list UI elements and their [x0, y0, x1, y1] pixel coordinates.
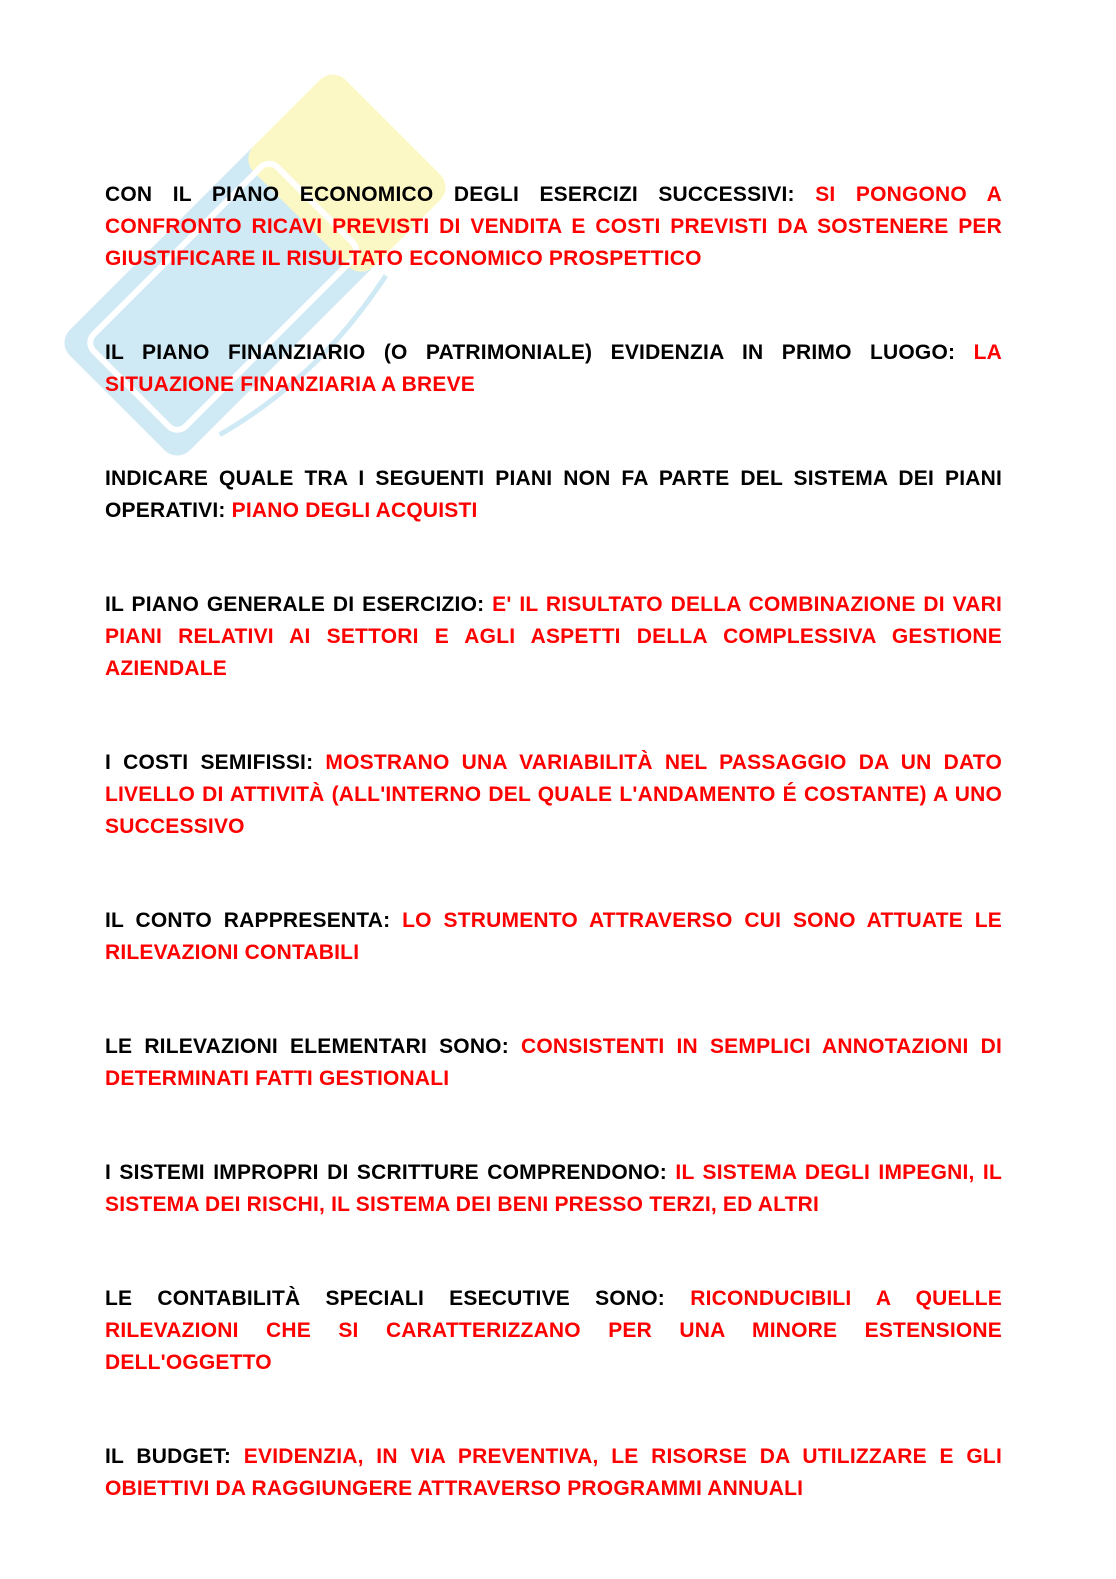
qa-item-8 [105, 1157, 1002, 1221]
qa-item-6 [105, 905, 1002, 969]
qa-item-2 [105, 337, 1002, 401]
qa-item-1 [105, 179, 1002, 275]
qa-item-9 [105, 1283, 1002, 1379]
answer-text: E' IL RISULTATO DELLA COMBINAZIONE DI VARI PIANI RELATIVI AI SETTORI E AGLI ASPETTI DELLA COMPLESSIVA GESTIONE AZIENDALE [105, 593, 1002, 680]
question-text: I SISTEMI IMPROPRI DI SCRITTURE COMPRENDONO: [105, 1161, 667, 1184]
question-text: IL CONTO RAPPRESENTA: [105, 909, 391, 932]
answer-text: IL SISTEMA DEGLI IMPEGNI, IL SISTEMA DEI RISCHI, IL SISTEMA DEI BENI PRESSO TERZI, ED ALTRI [105, 1161, 1002, 1216]
question-text: INDICARE QUALE TRA I SEGUENTI PIANI NON FA PARTE DEL SISTEMA DEI PIANI OPERATIVI: [105, 467, 1002, 522]
answer-text: LO STRUMENTO ATTRAVERSO CUI SONO ATTUATE LE RILEVAZIONI CONTABILI [105, 909, 1002, 964]
answer-text: PIANO DEGLI ACQUISTI [231, 499, 478, 522]
qa-item-3 [105, 463, 1002, 527]
answer-text: CONSISTENTI IN SEMPLICI ANNOTAZIONI DI DETERMINATI FATTI GESTIONALI [105, 1035, 1002, 1090]
question-text: LE CONTABILITÀ SPECIALI ESECUTIVE SONO: [105, 1287, 666, 1310]
answer-text: EVIDENZIA, IN VIA PREVENTIVA, LE RISORSE DA UTILIZZARE E GLI OBIETTIVI DA RAGGIUNGERE ATTRAVERSO PROGRAMMI ANNUALI [105, 1445, 1002, 1500]
question-text: IL PIANO FINANZIARIO (O PATRIMONIALE) EVIDENZIA IN PRIMO LUOGO: [105, 341, 956, 364]
answer-text: SI PONGONO A CONFRONTO RICAVI PREVISTI DI VENDITA E COSTI PREVISTI DA SOSTENERE PER GIUSTIFICARE IL RISULTATO ECONOMICO PROSPETTICO [105, 183, 1002, 270]
answer-text: RICONDUCIBILI A QUELLE RILEVAZIONI CHE SI CARATTERIZZANO PER UNA MINORE ESTENSIONE DELL'OGGETTO [105, 1287, 1002, 1374]
qa-item-7 [105, 1031, 1002, 1095]
question-text: CON IL PIANO ECONOMICO DEGLI ESERCIZI SUCCESSIVI: [105, 183, 795, 206]
question-text: IL PIANO GENERALE DI ESERCIZIO: [105, 593, 485, 616]
question-text: IL BUDGET: [105, 1445, 232, 1468]
answer-text: LA SITUAZIONE FINANZIARIA A BREVE [105, 341, 1002, 396]
qa-item-4 [105, 589, 1002, 685]
answer-text: MOSTRANO UNA VARIABILITÀ NEL PASSAGGIO DA UN DATO LIVELLO DI ATTIVITÀ (ALL'INTERNO DEL QUALE L'ANDAMENTO É COSTANTE) A UNO SUCCESSIVO [105, 751, 1002, 838]
qa-item-10 [105, 1441, 1002, 1505]
question-text: LE RILEVAZIONI ELEMENTARI SONO: [105, 1035, 509, 1058]
qa-list [105, 179, 1002, 1567]
question-text: I COSTI SEMIFISSI: [105, 751, 314, 774]
qa-item-5 [105, 747, 1002, 843]
